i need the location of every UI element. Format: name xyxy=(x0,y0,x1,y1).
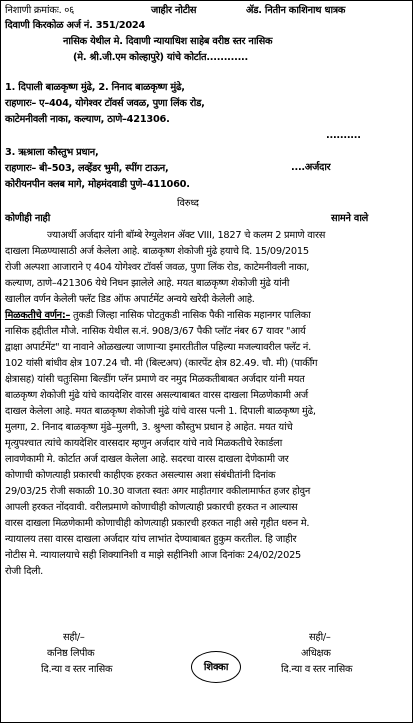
advocate-name: ॲड. नितीन काशिनाथ धात्रक xyxy=(246,5,346,16)
para2-line-1: नासिक हद्दीतील मौजे. नासिक येथील स.नं. 908/3/67 पैकी प्लॉट नंबर 67 यावर "आर्य xyxy=(5,326,306,337)
para2-line-13: वारस दाखला मिळणेकामी कोणाचीही कोणत्याही प्रकारची हरकत नाही असे गृहीत धरुन मे. xyxy=(5,518,310,529)
para1-line-1: ज्याअर्थी अर्जदार यांनी बॉम्बे रेग्युलेशन ॲक्ट VIII, 1827 चे कलम 2 प्रमाणे वारस xyxy=(47,230,326,241)
applicant-names: 1. दिपाली बाळकृष्ण मुंढे, 2. निनाद बाळकृष्ण मुंढे, xyxy=(5,82,185,93)
versus-label: विरुध्द xyxy=(177,198,199,209)
court-seal xyxy=(191,651,241,683)
para2-line-14: न्यायालय तसा वारस दाखला अर्जदार यांच लाभांत देण्याबाबत हुकुम करतील. हि जाहीर xyxy=(5,534,297,545)
para2-line-9: लावणेकामी मे. कोर्टात अर्ज दाखल केलेला आहे. सदरचा वारस दाखला देणेकामी जर xyxy=(5,454,289,465)
clerk-office: दि.न्या व स्तर नासिक xyxy=(41,664,113,675)
respondent-role: सामने वाले xyxy=(331,213,368,224)
seal-label: शिक्का xyxy=(203,661,229,673)
para1-line-4: कल्याण, ठाणे–421306 येथे निधन झालेले आहे. मयत बाळकृष्ण शेकोजी मुंढे यांनी xyxy=(5,278,290,289)
para2-line-16: रोजी दिली. xyxy=(5,566,43,577)
case-number: दिवाणी किरकोळ अर्ज नं. 351/2024 xyxy=(5,20,146,31)
para2-line-15: नोटीस मे. न्यायालयाचे सही शिक्यानिशी व माझे सहीनिशी आज दिनांकः 24/02/2025 xyxy=(5,550,302,561)
court-line-2: (मे. श्री.जी.एम कोल्हापुरे) यांचे कोर्टात............ xyxy=(73,52,248,63)
clerk-signature: सही/– xyxy=(63,632,85,643)
para2-line-11: 29/03/25 रोजी सकाळी 10.30 वाजता स्वतः अगर माहीतगार वकीलामार्फत हजर होवुन xyxy=(5,486,311,497)
applicant-address-1: राहणारः– ए–404, योगेश्वर टॉवर्स जवळ, पुणा लिंक रोड, xyxy=(5,98,205,109)
para1-line-3: रोजी अल्पशा आजाराने ए 404 योगेश्वर टॉवर्स जवळ, पुणा लिंक रोड, काटेमनीवली नाका, xyxy=(5,262,310,273)
para2-line-3: 102 यांसी बांधीव क्षेत्र 107.24 चौ. मी (बिल्टअप) (कारपेंट क्षेत्र 82.49. चौ. मी) (पार्कींग xyxy=(5,358,318,369)
para1-line-5: खालील वर्णन केलेली फ्लॅट डिड ऑफ अपार्टमेंट अन्वये खरेदी केलेली आहे. xyxy=(5,294,255,305)
para2-line-6: दाखल केलेला आहे. मयत बाळकृष्ण शेकोजी मुंढे यांचे वारस पत्नी 1. दिपाली बाळकृष्ण मुंढे, xyxy=(5,406,316,417)
para2-line-12: आपली हरकत नोंदवावी. वरीलप्रमाणे कोणाचीही कोणत्याही प्रकारची हरकत न आल्यास xyxy=(5,502,298,513)
para2-line-5: बाळकृष्ण शेकोजी मुंढे यांचे कायदेशिर वारस असल्याबाबत वारस दाखला मिळणेकामी अर्ज xyxy=(5,390,308,401)
respondent-name: कोणीही नाही xyxy=(5,213,51,224)
applicant-role: ....अर्जदार xyxy=(291,162,331,173)
para2-line-2: द्वाक्षा अपार्टमेंट" या नावाने ओळखल्या जाणाऱ्या इमारतीतील पहिल्या मजल्यावरील फ्लॅट नं. xyxy=(5,342,311,353)
superintendent-office: दि.न्या व स्तर नासिक xyxy=(281,664,353,675)
para2-line-10: कोणाची कोणत्याही प्रकारची काहीएक हरकत असल्यास अशा संबंधीतांनी दिनांक xyxy=(5,470,276,481)
notice-number: निशाणी क्रमांकः. ०६ xyxy=(5,5,74,16)
superintendent-signature: सही/– xyxy=(309,632,331,643)
court-line-1: नासिक येथील मे. दिवाणी न्यायाधिश साहेब वरीष्ठ स्तर नासिक xyxy=(63,36,273,47)
applicant-3-name: 3. ऋश्राला कौस्तुभ प्रधान, xyxy=(5,147,99,158)
para2-line-8: मृत्युपश्चात त्यांचे कायदेशिर वारसदार म्हणुन अर्जदार यांचे नावे मिळकतीचे रेकार्डला xyxy=(5,438,283,449)
property-label: मिळकतीचे वर्णन:– xyxy=(5,310,71,321)
applicant-3-address-2: कोरीयनपीन क्लब मागे, मोहमंदवाडी पुणे–411060. xyxy=(5,179,190,190)
applicant-address-2: काटेमनीवली नाका, कल्याण, ठाणे–421306. xyxy=(5,114,170,125)
notice-title: जाहीर नोटीस xyxy=(151,5,197,16)
property-line-1: तुकडी जिल्हा नासिक पोटतुकडी नासिक पैकी नासिक महानगर पालिका xyxy=(70,310,311,321)
para1-line-2: दाखला मिळण्यासाठी अर्ज केलेला आहे. बाळकृष्ण शेकोजी मुंढे हयाचे दि. 15/09/2015 xyxy=(5,246,309,257)
para2-line-4: क्षेत्रासह) यांसी चतुःसिमा बिल्डींग प्लॅन प्रमाणे वर नमुद मिळकतीबाबत अर्जदार यांनी मयत xyxy=(5,374,305,385)
superintendent-title: अधिक्षक xyxy=(301,648,331,659)
applicant-3-address-1: राहणारः– बी–503, लव्हेंडर भुमी, स्पींग टाऊन, xyxy=(5,163,169,174)
applicant-dots: .......... xyxy=(326,130,361,141)
clerk-title: कनिष्ठ लिपीक xyxy=(47,648,95,659)
property-description-heading xyxy=(5,309,311,322)
para2-line-7: मुलगा, 2. निनाद बाळकृष्ण मुंढे–मुलगी, 3. श्रुश्ला कौस्तुभ प्रधान हे आहेत. मयत यांचे xyxy=(5,422,293,433)
